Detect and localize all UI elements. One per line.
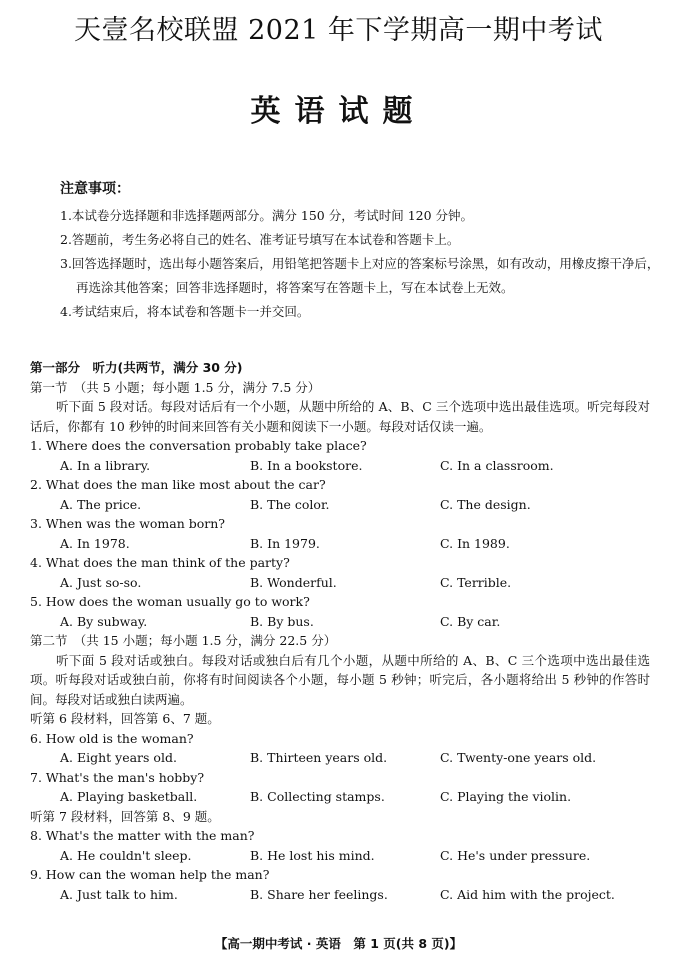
option-b: B. In a bookstore. xyxy=(250,457,363,473)
note-item: 2.答题前，考生务必将自己的姓名、准考证号填写在本试卷和答题卡上。 xyxy=(60,232,460,247)
option-c: C. In a classroom. xyxy=(440,457,554,473)
question-stem: 2. What does the man like most about the car? xyxy=(30,477,326,492)
section-instructions: 听下面 5 段对话。每段对话后有一个小题，从题中所给的 A、B、C 三个选项中选出最佳选项。听完每段对话后，你都有 10 秒钟的时间来回答有关小题和阅读下一小题。每段对话仅读一遍。 xyxy=(30,399,650,434)
option-c: C. Aid him with the project. xyxy=(440,886,615,902)
material-note: 听第 7 段材料，回答第 8、9 题。 xyxy=(30,808,220,824)
question-options xyxy=(30,846,650,866)
notes-block xyxy=(60,178,660,324)
question-options xyxy=(30,787,650,807)
option-c: C. In 1989. xyxy=(440,535,510,551)
question-stem: 8. What's the matter with the man? xyxy=(30,828,255,843)
question-options xyxy=(30,612,650,632)
question-options xyxy=(30,534,650,554)
question-stem: 6. How old is the woman? xyxy=(30,730,194,746)
question-stem: 4. What does the man think of the party? xyxy=(30,555,290,570)
option-c: C. Terrible. xyxy=(440,574,512,590)
material-note: 听第 6 段材料，回答第 6、7 题。 xyxy=(30,711,220,726)
note-item: 3.回答选择题时，选出每小题答案后，用铅笔把答题卡上对应的答案标号涂黑，如有改动，用橡皮擦干净后，再选涂其他答案；回答非选择题时，将答案写在答题卡上，写在本试卷上无效。 xyxy=(60,256,660,295)
question-stem: 9. How can the woman help the man? xyxy=(30,867,270,882)
option-a: A. By subway. xyxy=(60,613,148,629)
option-b: B. He lost his mind. xyxy=(250,847,375,863)
question-options xyxy=(30,573,650,593)
option-a: A. In 1978. xyxy=(60,535,130,551)
option-b: B. Thirteen years old. xyxy=(250,750,388,765)
option-b: B. By bus. xyxy=(250,613,314,629)
option-a: A. Just so-so. xyxy=(60,574,142,590)
option-a: A. The price. xyxy=(60,496,142,512)
option-a: A. In a library. xyxy=(60,457,151,473)
section-heading: 第二节 （共 15 小题；每小题 1.5 分，满分 22.5 分） xyxy=(30,633,337,648)
option-c: C. He's under pressure. xyxy=(440,847,591,863)
exam-title: 天壹名校联盟 2021 年下学期高一期中考试 xyxy=(74,15,603,46)
option-b: B. The color. xyxy=(250,496,330,512)
option-b: B. Wonderful. xyxy=(250,574,337,590)
question-stem: 7. What's the man's hobby? xyxy=(30,769,205,785)
option-a: A. Eight years old. xyxy=(60,750,177,765)
question-stem: 1. Where does the conversation probably take place? xyxy=(30,438,367,453)
question-options xyxy=(30,885,650,905)
option-a: A. Just talk to him. xyxy=(60,886,178,902)
option-a: A. Playing basketball. xyxy=(60,789,198,804)
notes-heading: 注意事项： xyxy=(60,181,130,197)
section-heading: 第一节 （共 5 小题；每小题 1.5 分，满分 7.5 分） xyxy=(30,379,321,395)
option-c: C. Twenty-one years old. xyxy=(440,750,597,765)
option-a: A. He couldn't sleep. xyxy=(60,847,192,863)
part-heading: 第一部分 听力(共两节，满分 30 分) xyxy=(30,360,243,375)
option-b: B. Share her feelings. xyxy=(250,886,388,902)
question-options xyxy=(30,748,650,768)
exam-subtitle: 英语试题 xyxy=(250,94,427,129)
option-b: B. In 1979. xyxy=(250,535,320,551)
question-options xyxy=(30,495,650,515)
section-instructions: 听下面 5 段对话或独白。每段对话或独白后有几个小题，从题中所给的 A、B、C 三个选项中选出最佳选项。听每段对话或独白前，你将有时间阅读各个小题，每小题 5 秒钟；听完后，各小题将给出 5 秒钟的作答时间。每段对话或独白读两遍。 xyxy=(30,652,650,707)
question-stem: 3. When was the woman born? xyxy=(30,516,226,531)
option-b: B. Collecting stamps. xyxy=(250,789,385,804)
note-item: 4.考试结束后，将本试卷和答题卡一并交回。 xyxy=(60,304,310,319)
question-stem: 5. How does the woman usually go to work? xyxy=(30,594,310,609)
option-c: C. The design. xyxy=(440,496,531,512)
note-item: 1.本试卷分选择题和非选择题两部分。满分 150 分，考试时间 120 分钟。 xyxy=(60,208,474,223)
page-footer: 【高一期中考试 · 英语 第 1 页(共 8 页)】 xyxy=(214,936,463,951)
question-options xyxy=(30,456,650,476)
listening-part xyxy=(30,358,650,904)
option-c: C. Playing the violin. xyxy=(440,789,572,804)
option-c: C. By car. xyxy=(440,613,501,629)
